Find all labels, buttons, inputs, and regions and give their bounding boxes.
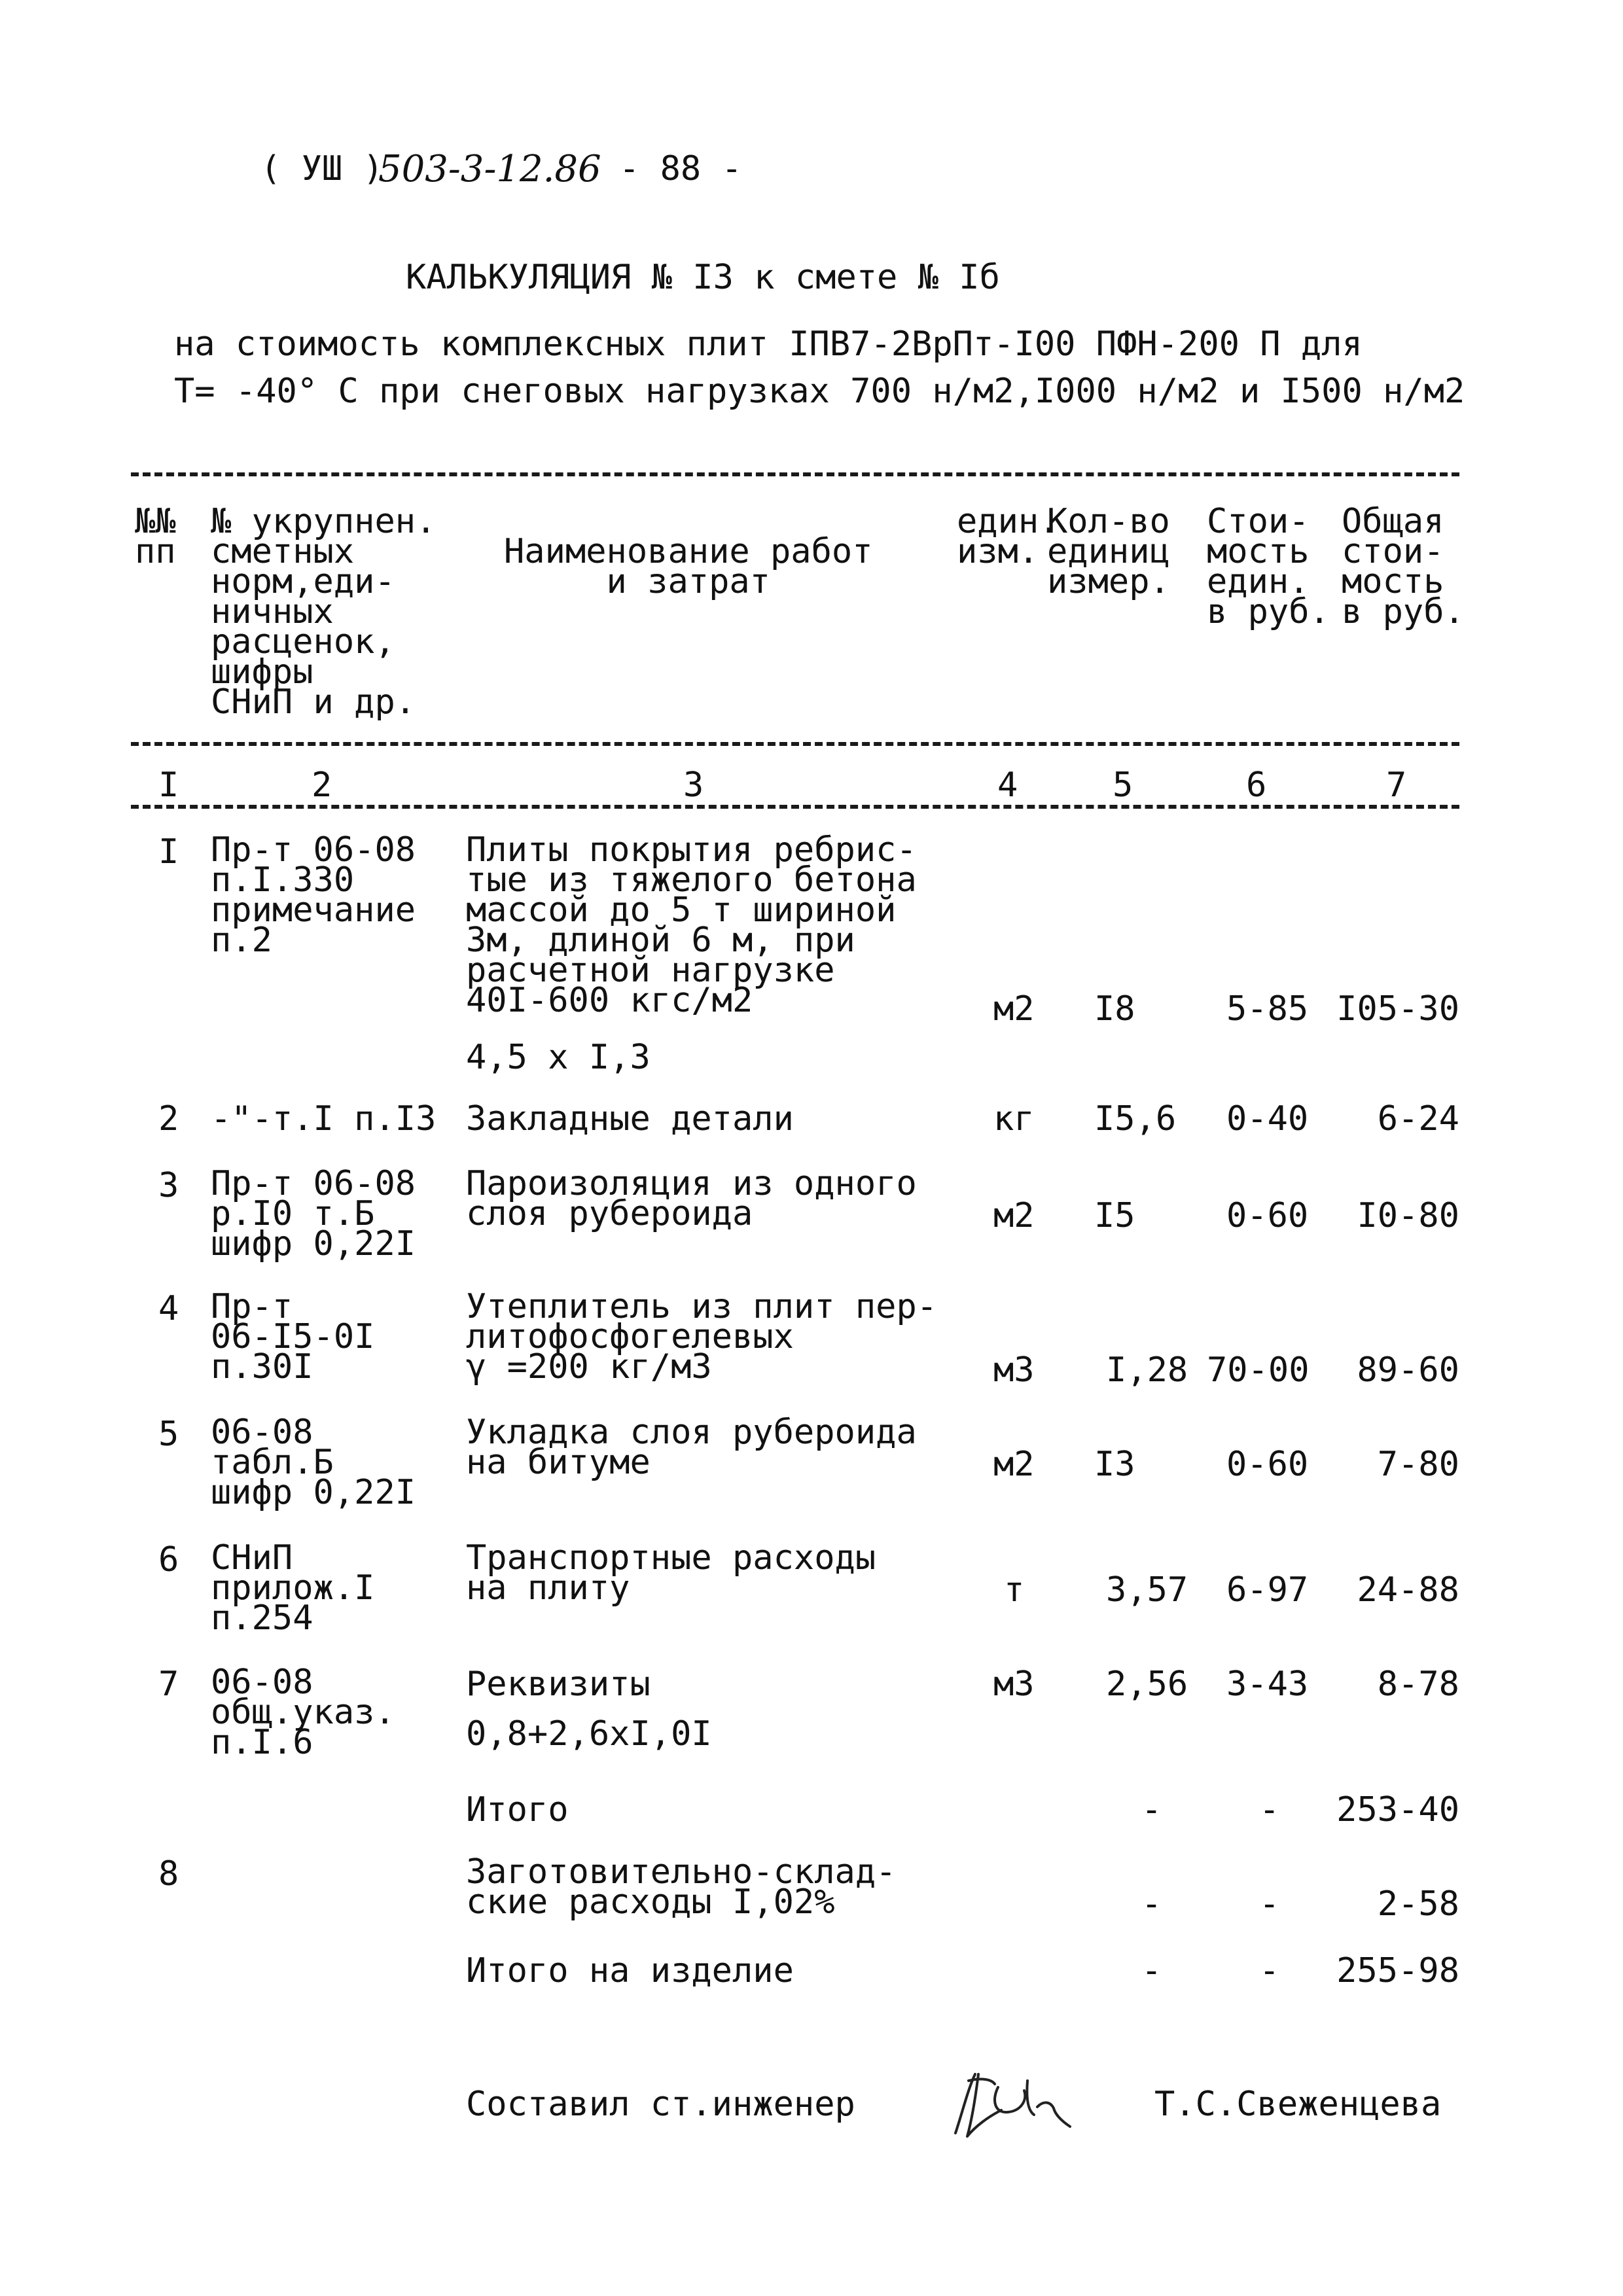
row-7-price: 3-43 (1226, 1665, 1309, 1704)
row-1-unit: м2 (993, 989, 1035, 1029)
row-4-total: 89-60 (1357, 1351, 1459, 1390)
row-6-unit: т (1004, 1570, 1025, 1610)
row-8-number: 8 (158, 1854, 179, 1894)
grand-total-label: Итого на изделие (466, 1951, 794, 1990)
col-number-6: 6 (1246, 766, 1267, 805)
grand-total-total: 255-98 (1336, 1951, 1459, 1990)
row-2-reference: -"-т.I п.I3 (211, 1099, 437, 1139)
page-number: - 88 - (619, 149, 742, 188)
row-2-qty: I5,6 (1094, 1099, 1177, 1139)
col-number-2: 2 (312, 766, 332, 805)
row-2-price: 0-40 (1226, 1099, 1309, 1139)
col-number-5: 5 (1113, 766, 1133, 805)
row-4-qty: I,28 (1106, 1351, 1188, 1390)
row-3-price: 0-60 (1226, 1196, 1309, 1235)
subtitle-line-1: на стоимость комплексных плит IПВ7-2ВрПт-I00 ПФН-200 П для (174, 325, 1363, 364)
top-rule (131, 472, 1459, 476)
col-header-quantity: Кол-во единиц измер. (1047, 502, 1170, 601)
row-4-reference: Пр-т 06-I5-0I п.30I (211, 1287, 375, 1386)
row-6-price: 6-97 (1226, 1570, 1309, 1610)
grand-total-price: - (1259, 1951, 1280, 1990)
subtitle-line-2: Т= -40° С при снеговых нагрузках 700 н/м2,I000 н/м2 и I500 н/м2 (174, 372, 1465, 411)
row-7-unit: м3 (993, 1665, 1035, 1704)
col-number-1: I (158, 766, 179, 805)
row-4-number: 4 (158, 1289, 179, 1328)
row-7-qty: 2,56 (1106, 1665, 1188, 1704)
row-2-name: Закладные детали (466, 1099, 794, 1139)
row-1-price: 5-85 (1226, 989, 1309, 1029)
row-3-total: I0-80 (1357, 1196, 1459, 1235)
row-2-total: 6-24 (1377, 1099, 1459, 1139)
row-5-name: Укладка слоя рубероида на битуме (466, 1413, 917, 1482)
doc-prefix: ( УШ ) (260, 149, 383, 188)
row-5-total: 7-80 (1377, 1445, 1459, 1484)
subtotal-price: - (1259, 1790, 1280, 1829)
row-1-number: I (158, 832, 179, 872)
row-3-name: Пароизоляция из одного слоя рубероида (466, 1164, 917, 1233)
col-header-reference: № укрупнен. сметных норм,еди- ничных расценок, шифры СНиП и др. (211, 502, 437, 722)
row-5-number: 5 (158, 1415, 179, 1454)
signature (929, 2061, 1086, 2146)
row-3-number: 3 (158, 1166, 179, 1205)
header-rule (131, 742, 1459, 746)
row-5-unit: м2 (993, 1445, 1035, 1484)
row-1-name: Плиты покрытия ребрис- тые из тяжелого бетона массой до 5 т шириной 3м, длиной 6 м, при расчетной нагрузке 40I-600 кгс/м2 (466, 830, 917, 1020)
row-4-unit: м3 (993, 1351, 1035, 1390)
row-3-unit: м2 (993, 1196, 1035, 1235)
row-6-name: Транспортные расходы на плиту (466, 1538, 876, 1608)
row-2-unit: кг (993, 1099, 1035, 1139)
row-7-number: 7 (158, 1665, 179, 1704)
subtotal-qty: - (1141, 1790, 1162, 1829)
column-number-rule (131, 805, 1459, 809)
row-4-name: Утеплитель из плит пер- литофосфогелевых γ =200 кг/м3 (466, 1287, 938, 1386)
compiled-by-label: Составил ст.инженер (466, 2085, 855, 2124)
col-header-unit-price: Стои- мость един. в руб. (1207, 502, 1330, 631)
subtotal-label: Итого (466, 1790, 569, 1829)
row-7-extra: 0,8+2,6хI,0I (466, 1714, 712, 1754)
row-5-price: 0-60 (1226, 1445, 1309, 1484)
row-5-reference: 06-08 табл.Б шифр 0,22I (211, 1413, 416, 1512)
grand-total-qty: - (1141, 1951, 1162, 1990)
row-3-qty: I5 (1094, 1196, 1135, 1235)
subtotal-total: 253-40 (1336, 1790, 1459, 1829)
row-5-qty: I3 (1094, 1445, 1135, 1484)
document-title: КАЛЬКУЛЯЦИЯ № I3 к смете № Iб (406, 258, 1000, 297)
compiler-name: Т.С.Свеженцева (1154, 2085, 1442, 2124)
row-7-total: 8-78 (1377, 1665, 1459, 1704)
row-6-number: 6 (158, 1540, 179, 1580)
row-7-reference: 06-08 общ.указ. п.I.6 (211, 1663, 395, 1762)
col-header-number: №№ пп (135, 502, 176, 571)
row-8-total: 2-58 (1377, 1884, 1459, 1924)
col-number-3: 3 (683, 766, 704, 805)
row-1-reference: Пр-т 06-08 п.I.330 примечание п.2 (211, 830, 416, 960)
row-8-price: - (1259, 1884, 1280, 1924)
row-6-qty: 3,57 (1106, 1570, 1188, 1610)
row-7-name: Реквизиты (466, 1665, 651, 1704)
col-header-name: Наименование работ и затрат (504, 532, 873, 601)
row-1-qty: I8 (1094, 989, 1135, 1029)
row-6-reference: СНиП прилож.I п.254 (211, 1538, 375, 1638)
row-1-extra: 4,5 х I,3 (466, 1038, 651, 1077)
col-number-4: 4 (997, 766, 1018, 805)
row-6-total: 24-88 (1357, 1570, 1459, 1610)
col-header-unit: един. изм. (957, 502, 1060, 571)
row-3-reference: Пр-т 06-08 р.I0 т.Б шифр 0,22I (211, 1164, 416, 1263)
row-1-total: I05-30 (1336, 989, 1459, 1029)
row-4-price: 70-00 (1207, 1351, 1310, 1390)
doc-code-handwritten: 503-3-12.86 (378, 148, 601, 190)
col-header-total: Общая стои- мость в руб. (1342, 502, 1465, 631)
row-8-name: Заготовительно-склад- ские расходы I,02% (466, 1852, 897, 1922)
row-8-qty: - (1141, 1884, 1162, 1924)
row-2-number: 2 (158, 1099, 179, 1139)
col-number-7: 7 (1386, 766, 1407, 805)
